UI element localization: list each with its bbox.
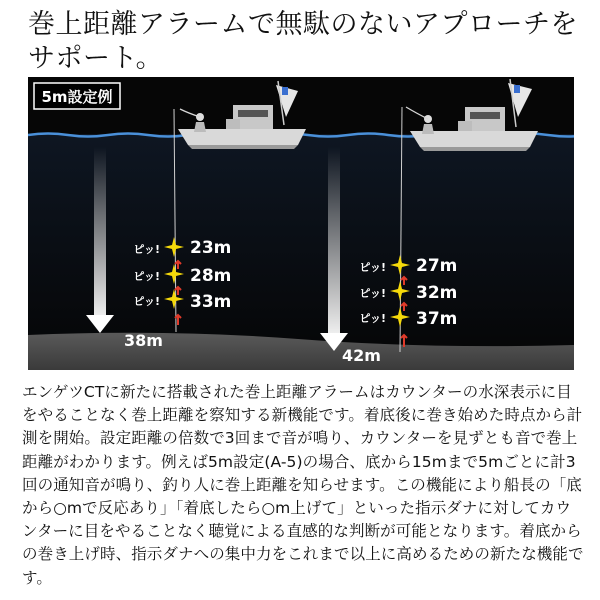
beep-label: ピッ! — [359, 312, 386, 325]
beep-label: ピッ! — [359, 261, 386, 274]
beep-label: ピッ! — [133, 295, 160, 308]
illustration-canvas — [28, 77, 574, 370]
right-bottom-depth: 42m — [342, 346, 381, 365]
alert-depth: 33m — [190, 292, 232, 312]
feature-description: エンゲツCTに新たに搭載された巻上距離アラームはカウンターの水深表示に目をやることなく巻上距離を察知する新機能です。着底後に巻き始めた時点から計測を開始。設定距離の倍数で3回まで音が鳴り、カウンターを見ずとも音で巻上距離がわかります。例えば5m設定(A-5)の場合、底から15mまで5mごとに計3回の通知音が鳴り、釣り人に巻上距離を知らせます。この機能により船長の「底から○mで反応あり」「着底したら○m上げて」といった指示ダナに対してカウンターに目をやることなく聴覚による直感的な判断が可能となります。着底からの巻き上げ時、指示ダナへの集中力をこれまで以上に高めるための新たな機能です。 — [22, 383, 584, 587]
beep-label: ピッ! — [133, 243, 160, 256]
alert-depth: 23m — [190, 238, 232, 258]
alert-depth: 32m — [416, 283, 458, 303]
left-bottom-depth: 38m — [124, 331, 163, 350]
alert-depth: 28m — [190, 266, 232, 286]
page-heading: 巻上距離アラームで無駄のないアプローチをサポート。 — [28, 9, 578, 74]
beep-label: ピッ! — [133, 270, 160, 283]
beep-label: ピッ! — [359, 287, 386, 300]
alarm-illustration — [28, 77, 574, 370]
setting-badge-label: 5m設定例 — [41, 88, 113, 106]
alert-depth: 37m — [416, 309, 458, 329]
alert-depth: 27m — [416, 256, 458, 276]
